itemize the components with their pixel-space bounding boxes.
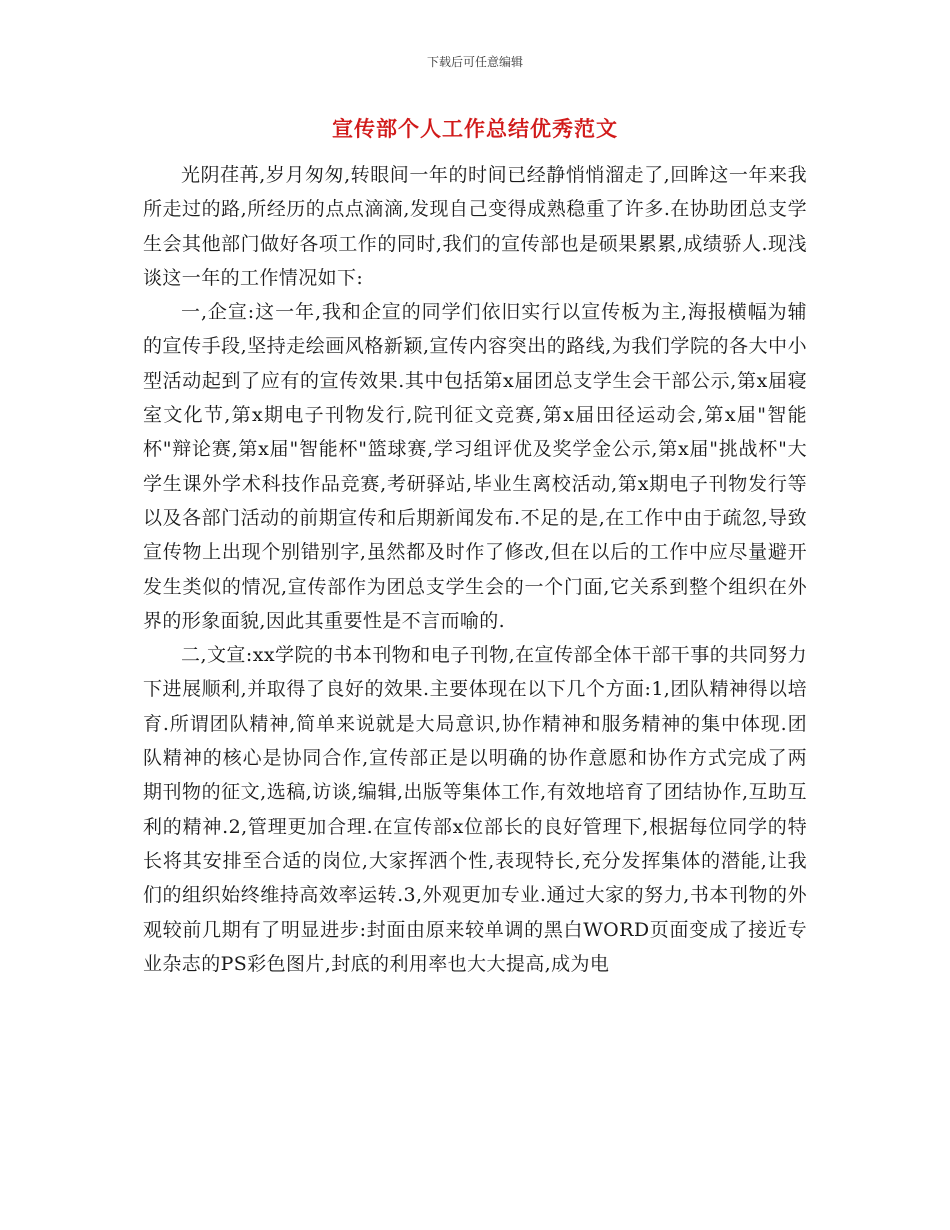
document-body: [143, 158, 807, 981]
paragraph-corporate-publicity: 一,企宣:这一年,我和企宣的同学们依旧实行以宣传板为主,海报横幅为辅的宣传手段,坚持走绘画风格新颖,宣传内容突出的路线,为我们学院的各大中小型活动起到了应有的宣传效果.其中包括第x届团总支学生会干部公示,第x届寝室文化节,第x期电子刊物发行,院刊征文竞赛,第x届田径运动会,第x届"智能杯"辩论赛,第x届"智能杯"篮球赛,学习组评优及奖学金公示,第x届"挑战杯"大学生课外学术科技作品竞赛,考研驿站,毕业生离校活动,第x期电子刊物发行等以及各部门活动的前期宣传和后期新闻发布.不足的是,在工作中由于疏忽,导致宣传物上出现个别错别字,虽然都及时作了修改,但在以后的工作中应尽量避开发生类似的情况,宣传部作为团总支学生会的一个门面,它关系到整个组织在外界的形象面貌,因此其重要性是不言而喻的.: [143, 301, 807, 632]
paragraph-intro: 光阴荏苒,岁月匆匆,转眼间一年的时间已经静悄悄溜走了,回眸这一年来我所走过的路,所经历的点点滴滴,发现自己变得成熟稳重了许多.在协助团总支学生会其他部门做好各项工作的同时,我们的宣传部也是硕果累累,成绩骄人.现浅谈这一年的工作情况如下:: [143, 164, 807, 289]
paragraph-cultural-publicity: 二,文宣:xx学院的书本刊物和电子刊物,在宣传部全体干部干事的共同努力下进展顺利,并取得了良好的效果.主要体现在以下几个方面:1,团队精神得以培育.所谓团队精神,简单来说就是大局意识,协作精神和服务精神的集中体现.团队精神的核心是协同合作,宣传部正是以明确的协作意愿和协作方式完成了两期刊物的征文,选稿,访谈,编辑,出版等集体工作,有效地培育了团结协作,互助互利的精神.2,管理更加合理.在宣传部x位部长的良好管理下,根据每位同学的特长将其安排至合适的岗位,大家挥洒个性,表现特长,充分发挥集体的潜能,让我们的组织始终维持高效率运转.3,外观更加专业.通过大家的努力,书本刊物的外观较前几期有了明显进步:封面由原来较单调的黑白WORD页面变成了接近专业杂志的PS彩色图片,封底的利用率也大大提高,成为电: [143, 644, 807, 975]
document-title: 宣传部个人工作总结优秀范文: [332, 117, 618, 141]
header-note: 下载后可任意编辑: [426, 55, 523, 69]
